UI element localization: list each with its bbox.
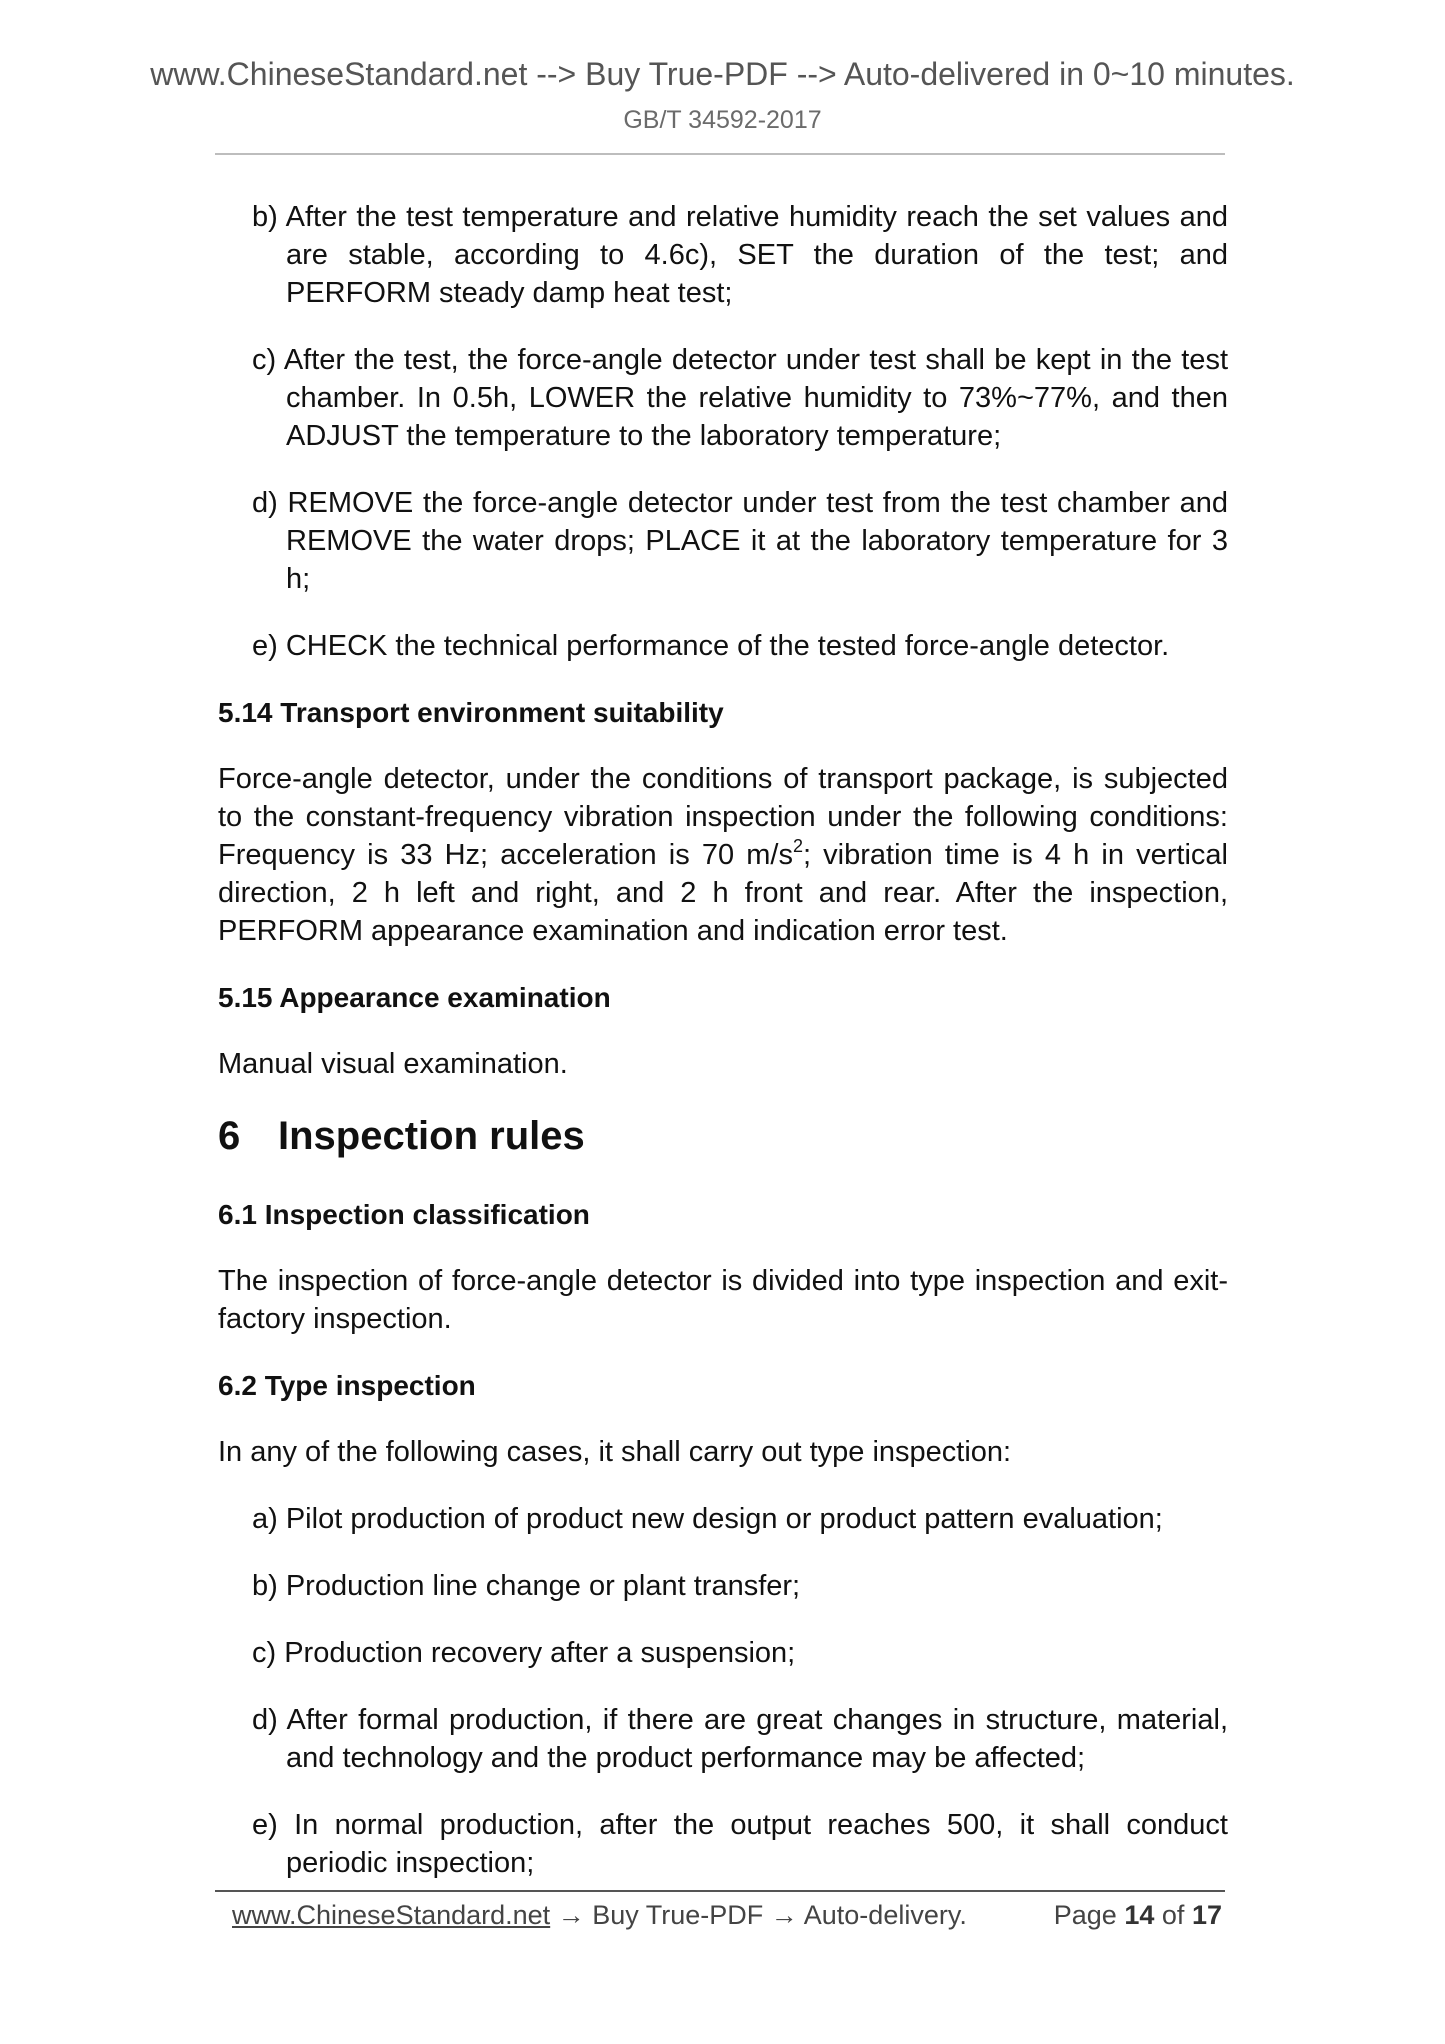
header-divider bbox=[215, 153, 1225, 155]
standard-code: GB/T 34592-2017 bbox=[623, 106, 822, 134]
chapter-heading-6 bbox=[218, 1112, 1228, 1160]
list-item: c) After the test, the force-angle detector under test shall be kept in the test chamber. In 0.5h, LOWER the relative humidity to 73%~77%, and then ADJUST the temperature to the laboratory temperature; bbox=[252, 344, 1228, 452]
chapter-number: 6 bbox=[218, 1114, 241, 1158]
list-item: c) Production recovery after a suspension; bbox=[252, 1637, 796, 1669]
page-content bbox=[218, 198, 1228, 1911]
section-heading-5-15: 5.15 Appearance examination bbox=[218, 982, 611, 1013]
section-intro-6-2: In any of the following cases, it shall carry out type inspection: bbox=[218, 1436, 1012, 1468]
list-item: e) CHECK the technical performance of the tested force-angle detector. bbox=[252, 630, 1170, 662]
page-indicator bbox=[1054, 1897, 1222, 1933]
delivery-text: Auto-delivery. bbox=[803, 1900, 967, 1930]
list-item: b) Production line change or plant transfer; bbox=[252, 1570, 801, 1602]
section-heading-6-2: 6.2 Type inspection bbox=[218, 1370, 476, 1401]
list-item: a) Pilot production of product new design or product pattern evaluation; bbox=[252, 1503, 1163, 1535]
page-of: of bbox=[1161, 1900, 1185, 1930]
text-part: Force-angle detector, under the conditions of transport package, is subjected to the constant-frequency vibration inspection under the following conditions: Frequency is 33 Hz; acceleration is 70 m/s bbox=[218, 763, 1228, 871]
site-link[interactable]: www.ChineseStandard.net bbox=[232, 1900, 551, 1930]
list-item: e) In normal production, after the output reaches 500, it shall conduct periodic inspection; bbox=[252, 1809, 1228, 1879]
list-item: d) REMOVE the force-angle detector under test from the test chamber and REMOVE the water drops; PLACE it at the laboratory temperature for 3 h; bbox=[252, 487, 1228, 595]
text-part: ; vibration time is 4 h in vertical direction, 2 h left and right, and 2 h front and rear. After the inspection, PERFORM appearance examination and indication error test. bbox=[218, 839, 1228, 947]
superscript: 2 bbox=[792, 836, 803, 856]
buy-text: Buy True-PDF bbox=[592, 1900, 764, 1930]
section-text-5-15: Manual visual examination. bbox=[218, 1048, 568, 1080]
page-label: Page bbox=[1053, 1900, 1117, 1930]
footer-divider bbox=[215, 1890, 1225, 1892]
arrow-icon: → bbox=[550, 1900, 593, 1930]
section-text-6-1: The inspection of force-angle detector is divided into type inspection and exit-factory inspection. bbox=[218, 1265, 1228, 1335]
chapter-title: Inspection rules bbox=[278, 1114, 585, 1158]
page-total: 17 bbox=[1191, 1900, 1222, 1930]
page-current: 14 bbox=[1124, 1900, 1155, 1930]
header-banner: www.ChineseStandard.net --> Buy True-PDF --> Auto-delivered in 0~10 minutes. bbox=[150, 56, 1295, 92]
list-item: d) After formal production, if there are great changes in structure, material, and technology and the product performance may be affected; bbox=[252, 1704, 1228, 1774]
section-heading-6-1: 6.1 Inspection classification bbox=[218, 1199, 590, 1230]
section-heading-5-14: 5.14 Transport environment suitability bbox=[218, 697, 724, 728]
section-text-5-14 bbox=[218, 760, 1228, 950]
list-item: b) After the test temperature and relative humidity reach the set values and are stable, according to 4.6c), SET the duration of the test; and PERFORM steady damp heat test; bbox=[252, 201, 1228, 309]
arrow-icon: → bbox=[763, 1900, 804, 1930]
footer bbox=[232, 1897, 1222, 1933]
